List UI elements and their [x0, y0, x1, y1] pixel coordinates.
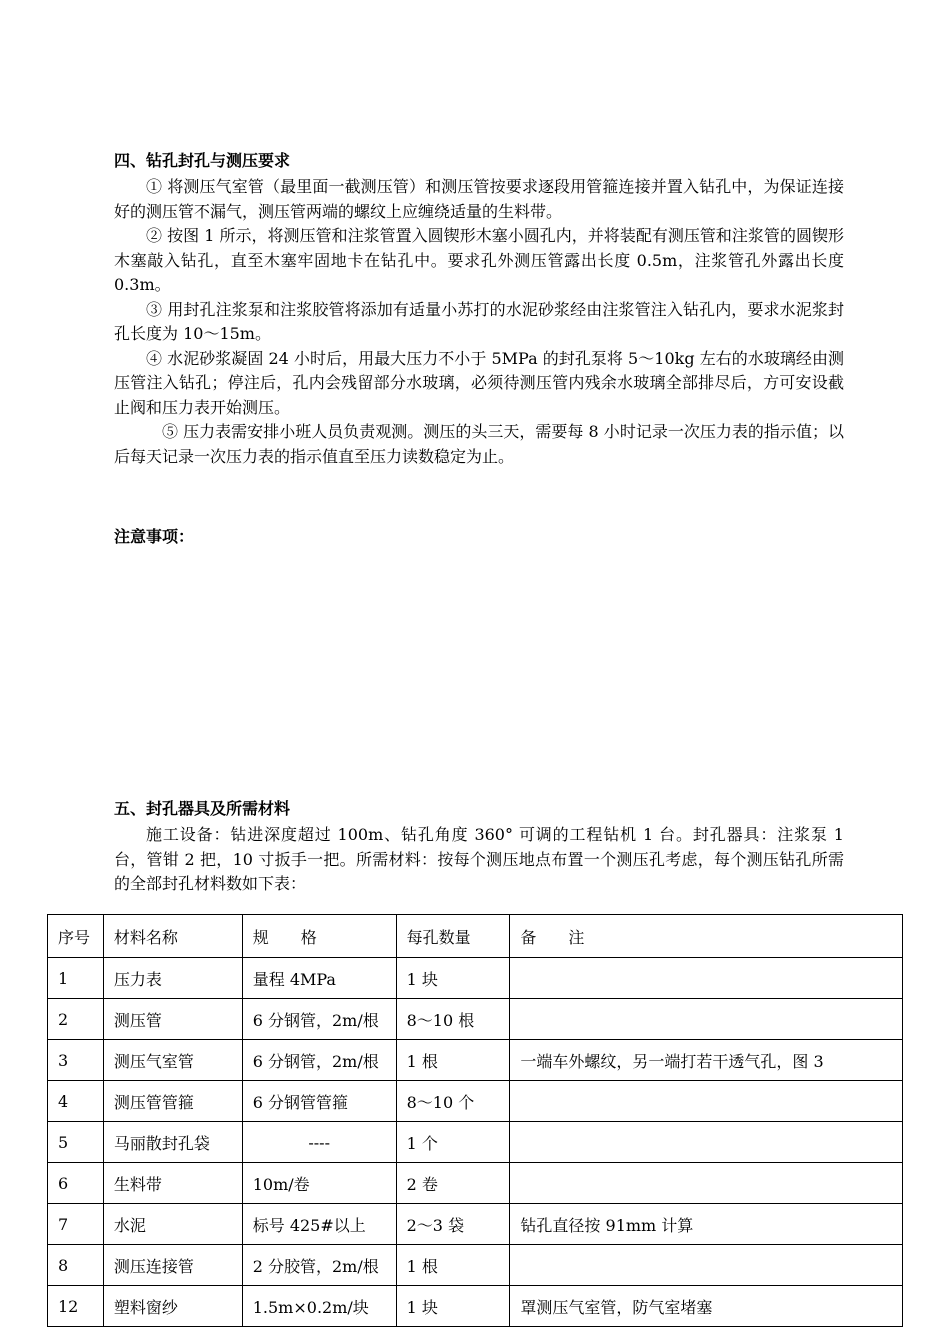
- section4-heading: 四、钻孔封孔与测压要求: [114, 151, 291, 170]
- cell-index: 2: [48, 999, 104, 1040]
- cell-material-name: 水泥: [103, 1204, 242, 1245]
- cell-index: 3: [48, 1040, 104, 1081]
- paragraph-step-2: ② 按图 1 所示，将测压管和注浆管置入圆锲形木塞小圆孔内，并将装配有测压管和注浆管的圆锲形木塞敲入钻孔，直至木塞牢固地卡在钻孔中。要求孔外测压管露出长度 0.5m，注浆管孔外露出长度 0.3m。: [114, 226, 844, 294]
- header-index: 序号: [48, 915, 104, 958]
- cell-remarks: [510, 958, 903, 999]
- paragraph-step-3: ③ 用封孔注浆泵和注浆胶管将添加有适量小苏打的水泥砂浆经由注浆管注入钻孔内，要求水泥浆封孔长度为 10～15m。: [114, 299, 844, 343]
- equipment-paragraph: 施工设备：钻进深度超过 100m、钻孔角度 360° 可调的工程钻机 1 台。封孔器具：注浆泵 1 台，管钳 2 把，10 寸扳手一把。所需材料：按每个测压地点布置一个测压孔考虑，每个测压钻孔所需的全部封孔材料数如下表：: [114, 825, 844, 893]
- cell-remarks: 钻孔直径按 91mm 计算: [510, 1204, 903, 1245]
- cell-index: 12: [48, 1286, 104, 1327]
- section4-body: [114, 175, 844, 469]
- cell-remarks: [510, 1163, 903, 1204]
- paragraph-step-1: ① 将测压气室管（最里面一截测压管）和测压管按要求逐段用管箍连接并置入钻孔中，为保证连接好的测压管不漏气，测压管两端的螺纹上应缠绕适量的生料带。: [114, 177, 844, 221]
- cell-index: 6: [48, 1163, 104, 1204]
- cell-spec: ----: [242, 1122, 396, 1163]
- table-row: [48, 999, 903, 1040]
- cell-remarks: 一端车外螺纹，另一端打若干透气孔，图 3: [510, 1040, 903, 1081]
- cell-quantity: 1 块: [396, 1286, 510, 1327]
- table-row: [48, 1081, 903, 1122]
- cell-spec: 6 分钢管管箍: [242, 1081, 396, 1122]
- cell-spec: 6 分钢管，2m/根: [242, 1040, 396, 1081]
- cell-index: 4: [48, 1081, 104, 1122]
- cell-spec: 6 分钢管，2m/根: [242, 999, 396, 1040]
- cell-remarks: 罩测压气室管，防气室堵塞: [510, 1286, 903, 1327]
- cell-quantity: 1 个: [396, 1122, 510, 1163]
- cell-quantity: 1 根: [396, 1245, 510, 1286]
- table-row: [48, 1163, 903, 1204]
- table-row: [48, 1286, 903, 1327]
- cell-quantity: 2 卷: [396, 1163, 510, 1204]
- table-row: [48, 1204, 903, 1245]
- cell-material-name: 测压气室管: [103, 1040, 242, 1081]
- cell-quantity: 8～10 个: [396, 1081, 510, 1122]
- cell-index: 5: [48, 1122, 104, 1163]
- cell-material-name: 压力表: [103, 958, 242, 999]
- table-row: [48, 958, 903, 999]
- section5-heading: 五、封孔器具及所需材料: [114, 799, 291, 818]
- cell-remarks: [510, 1081, 903, 1122]
- cell-index: 7: [48, 1204, 104, 1245]
- cell-material-name: 测压管管箍: [103, 1081, 242, 1122]
- cell-quantity: 1 块: [396, 958, 510, 999]
- notes-heading: 注意事项：: [114, 527, 195, 546]
- header-spec: 规 格: [242, 915, 396, 958]
- cell-spec: 10m/卷: [242, 1163, 396, 1204]
- cell-quantity: 1 根: [396, 1040, 510, 1081]
- cell-spec: 2 分胶管，2m/根: [242, 1245, 396, 1286]
- cell-remarks: [510, 999, 903, 1040]
- cell-quantity: 8～10 根: [396, 999, 510, 1040]
- header-quantity: 每孔数量: [396, 915, 510, 958]
- paragraph-step-4: ④ 水泥砂浆凝固 24 小时后，用最大压力不小于 5MPa 的封孔泵将 5～10kg 左右的水玻璃经由测压管注入钻孔；停注后，孔内会残留部分水玻璃，必须待测压管内残余水玻璃全部排尽后，方可安设截止阀和压力表开始测压。: [114, 348, 844, 417]
- cell-remarks: [510, 1245, 903, 1286]
- table-header-row: [48, 915, 903, 958]
- cell-spec: 1.5m×0.2m/块: [242, 1286, 396, 1327]
- cell-index: 1: [48, 958, 104, 999]
- header-material-name: 材料名称: [103, 915, 242, 958]
- cell-material-name: 生料带: [103, 1163, 242, 1204]
- cell-material-name: 测压连接管: [103, 1245, 242, 1286]
- cell-material-name: 塑料窗纱: [103, 1286, 242, 1327]
- cell-remarks: [510, 1122, 903, 1163]
- header-remarks: 备 注: [510, 915, 903, 958]
- paragraph-step-5: ⑤ 压力表需安排小班人员负责观测。测压的头三天，需要每 8 小时记录一次压力表的指示值；以后每天记录一次压力表的指示值直至压力读数稳定为止。: [114, 422, 844, 466]
- cell-material-name: 马丽散封孔袋: [103, 1122, 242, 1163]
- table-row: [48, 1122, 903, 1163]
- section5-body: [114, 823, 844, 897]
- cell-quantity: 2～3 袋: [396, 1204, 510, 1245]
- cell-spec: 标号 425#以上: [242, 1204, 396, 1245]
- cell-spec: 量程 4MPa: [242, 958, 396, 999]
- cell-index: 8: [48, 1245, 104, 1286]
- table-row: [48, 1040, 903, 1081]
- materials-table: [47, 914, 903, 1327]
- table-row: [48, 1245, 903, 1286]
- cell-material-name: 测压管: [103, 999, 242, 1040]
